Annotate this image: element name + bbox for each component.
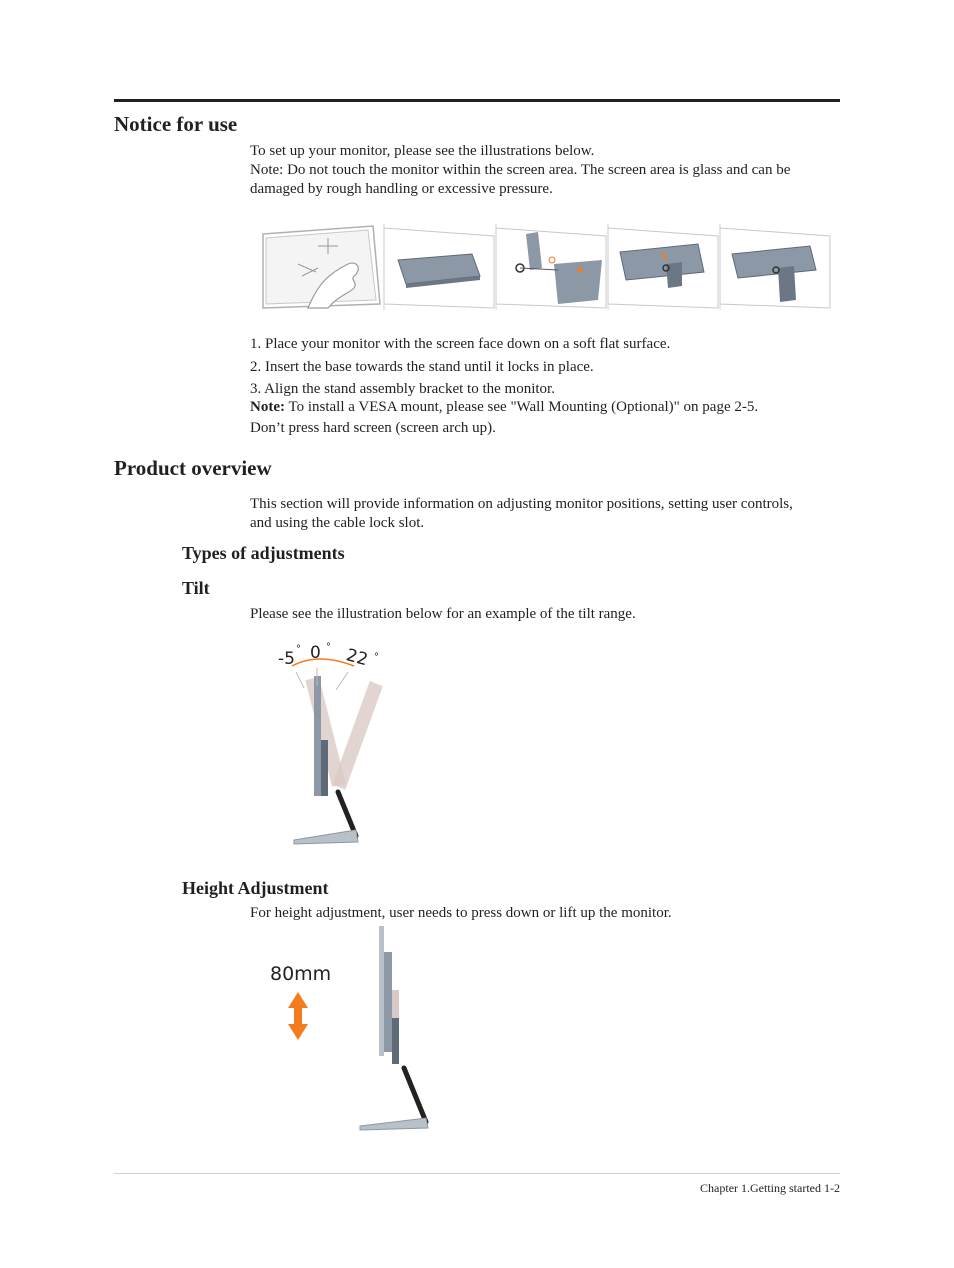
tilt-angle-pos: 22 — [343, 645, 371, 671]
footer-page-label: Chapter 1.Getting started 1-2 — [700, 1181, 840, 1195]
align-bracket-illustration — [608, 228, 718, 308]
tilt-angle-zero: 0 — [310, 643, 321, 663]
tilt-angle-neg: -5 — [278, 649, 295, 669]
degree-symbol-2: ° — [326, 642, 331, 653]
press-note: Don’t press hard screen (screen arch up). — [250, 420, 496, 436]
height-arrow-icon — [288, 992, 308, 1040]
tilt-title: Tilt — [182, 578, 210, 598]
screen-face-down-illustration — [384, 228, 494, 308]
notice-step-2: 2. Insert the base towards the stand until it locks in place. — [250, 359, 594, 375]
notice-intro: To set up your monitor, please see the illustrations below. — [250, 143, 595, 159]
notice-step-1: 1. Place your monitor with the screen face down on a soft flat surface. — [250, 336, 671, 352]
overview-intro-line1: This section will provide information on adjusting monitor positions, setting user controls, — [250, 496, 793, 512]
assembled-illustration — [720, 228, 830, 308]
overview-intro-line2: and using the cable lock slot. — [250, 515, 425, 531]
bottom-rule — [114, 1173, 840, 1174]
height-title: Height Adjustment — [182, 878, 329, 898]
height-illustration — [262, 922, 442, 1132]
height-range-label: 80mm — [270, 963, 332, 985]
height-text: For height adjustment, user needs to press down or lift up the monitor. — [250, 905, 672, 921]
vesa-note — [250, 398, 758, 417]
adjustments-title: Types of adjustments — [182, 543, 345, 563]
degree-symbol-1: ° — [296, 644, 301, 655]
setup-illustrations — [258, 224, 832, 310]
tilt-text: Please see the illustration below for an example of the tilt range. — [250, 606, 636, 622]
no-touch-illustration — [263, 226, 380, 308]
vesa-note-text: To install a VESA mount, please see "Wall Mounting (Optional)" on page 2-5. — [284, 399, 759, 415]
overview-title: Product overview — [114, 456, 272, 480]
notice-note-line2: damaged by rough handling or excessive pressure. — [250, 181, 553, 197]
vesa-note-label: Note: — [250, 399, 285, 415]
degree-symbol-3: ° — [374, 652, 379, 663]
notice-title: Notice for use — [114, 112, 238, 136]
notice-step-3: 3. Align the stand assembly bracket to the monitor. — [250, 381, 555, 397]
tilt-illustration — [270, 636, 400, 846]
top-rule — [114, 99, 840, 102]
insert-base-illustration — [496, 228, 606, 308]
notice-note-line1: Note: Do not touch the monitor within the screen area. The screen area is glass and can be — [250, 162, 791, 178]
